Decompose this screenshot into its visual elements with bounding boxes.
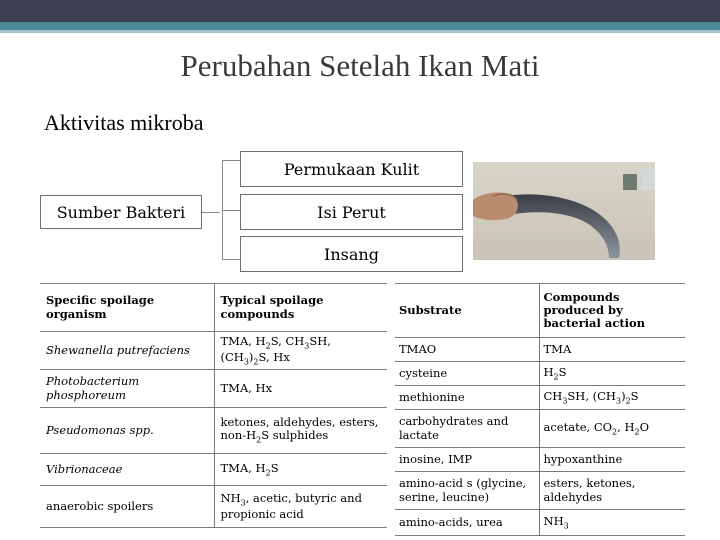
table-row xyxy=(395,472,685,510)
table-row xyxy=(40,332,387,370)
table-cell: hypoxanthine xyxy=(539,448,685,472)
slide-title: Perubahan Setelah Ikan Mati xyxy=(180,48,540,83)
spoilage-organism-table xyxy=(40,283,387,528)
table-cell: carbohydrates and lactate xyxy=(395,410,539,448)
table-header-row xyxy=(40,284,387,332)
table-cell: $CH_3SH$, $(CH_3)_2S$ xyxy=(539,386,685,410)
table-cell: $H_2S$ xyxy=(539,362,685,386)
table-cell: acetate, $CO_2$, $H_2O$ xyxy=(539,410,685,448)
table-cell: TMA, $H_2S$, $CH_3SH$, $(CH_3)_2S$, Hx xyxy=(214,332,387,370)
target-label-gills: Insang xyxy=(324,244,379,264)
table-cell: inosine, IMP xyxy=(395,448,539,472)
table-row xyxy=(40,408,387,454)
table-cell: TMA, $H_2S$ xyxy=(214,454,387,486)
column-header: Typical spoilage compounds xyxy=(214,284,387,332)
table-header-row xyxy=(395,284,685,338)
table-cell: TMAO xyxy=(395,338,539,362)
bracket-middle-tick xyxy=(222,210,240,211)
table-row xyxy=(395,410,685,448)
target-label-skin: Permukaan Kulit xyxy=(283,159,420,179)
column-header: Specific spoilage organism xyxy=(40,284,214,332)
top-bar-accent xyxy=(0,22,720,30)
top-bar-line xyxy=(0,30,720,33)
table-row xyxy=(40,454,387,486)
column-header: Compounds produced by bacterial action xyxy=(539,284,685,338)
table-cell: TMA xyxy=(539,338,685,362)
table-cell: amino-acid s (glycine, serine, leucine) xyxy=(395,472,539,510)
table-row xyxy=(395,510,685,536)
connector-line xyxy=(202,212,220,213)
target-label-gut: Isi Perut xyxy=(317,202,386,222)
target-box-gut xyxy=(240,194,463,230)
table-cell: Pseudomonas spp. xyxy=(40,408,214,454)
table-row xyxy=(395,362,685,386)
table-row xyxy=(395,448,685,472)
table-row xyxy=(40,486,387,528)
table-cell: TMA, Hx xyxy=(214,370,387,408)
table-cell: cysteine xyxy=(395,362,539,386)
source-label: Sumber Bakteri xyxy=(56,202,186,222)
source-box xyxy=(40,195,202,229)
table-cell: Photobacterium phosphoreum xyxy=(40,370,214,408)
table-cell: ketones, aldehydes, esters, non-$H_2S$ sulphides xyxy=(214,408,387,454)
table-cell: methionine xyxy=(395,386,539,410)
fish-photo xyxy=(473,162,655,260)
table-cell: esters, ketones, aldehydes xyxy=(539,472,685,510)
table-cell: $NH_3$ xyxy=(539,510,685,536)
substrate-compound-table xyxy=(395,283,685,536)
table-row xyxy=(395,338,685,362)
table-cell: $NH_3$, acetic, butyric and propionic acid xyxy=(214,486,387,528)
slide-subtitle: Aktivitas mikroba xyxy=(44,110,204,135)
column-header: Substrate xyxy=(395,284,539,338)
table-cell: anaerobic spoilers xyxy=(40,486,214,528)
table-row xyxy=(40,370,387,408)
top-bar xyxy=(0,0,720,22)
table-cell: amino-acids, urea xyxy=(395,510,539,536)
table-cell: Vibrionaceae xyxy=(40,454,214,486)
target-box-skin xyxy=(240,151,463,187)
table-cell: Shewanella putrefaciens xyxy=(40,332,214,370)
table-row xyxy=(395,386,685,410)
target-box-gills xyxy=(240,236,463,272)
